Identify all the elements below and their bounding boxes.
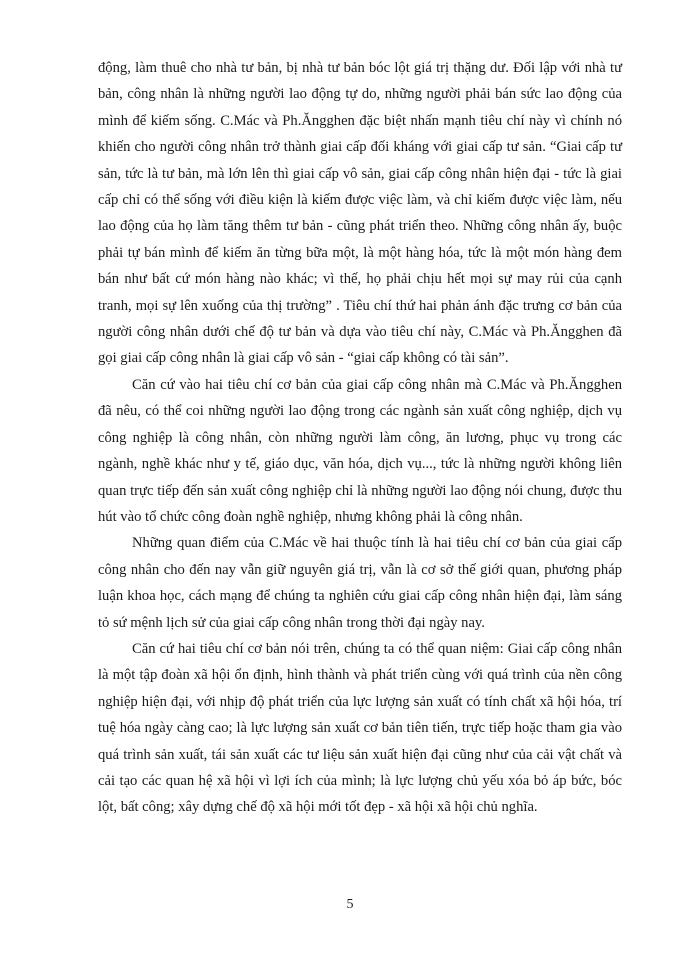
paragraph-2: Căn cứ vào hai tiêu chí cơ bản của giai cấp công nhân mà C.Mác và Ph.Ăngghen đã nêu, có thể coi những người lao động trong các ngành sản xuất công nghiệp, dịch vụ công nghiệp là công nhân, còn những người làm công, ăn lương, phục vụ trong các ngành, nghề khác như y tế, giáo dục, văn hóa, dịch vụ..., tức là những người không liên quan trực tiếp đến sản xuất công nghiệp chỉ là những người lao động nói chung, được thu hút vào tổ chức công đoàn nghề nghiệp, nhưng không phải là công nhân. <box>98 376 622 525</box>
paragraph-1: động, làm thuê cho nhà tư bản, bị nhà tư bản bóc lột giá trị thặng dư. Đối lập với nhà tư bản, công nhân là những người lao động tự do, những người phải bán sức lao động của mình để kiếm sống. C.Mác và Ph.Ăngghen đặc biệt nhấn mạnh tiêu chí này vì chính nó khiến cho người công nhân trở thành giai cấp đối kháng với giai cấp tư sản. “Giai cấp tư sản, tức là tư bản, mà lớn lên thì giai cấp vô sản, giai cấp công nhân hiện đại - tức là giai cấp chỉ có thể sống với điều kiện là kiếm được việc làm, và chỉ kiếm được việc làm, nếu lao động của họ làm tăng thêm tư bản - cũng phát triển theo. Những công nhân ấy, buộc phải tự bán mình để kiếm ăn từng bữa một, là một hàng hóa, tức là một món hàng đem bán như bất cứ món hàng nào khác; vì thế, họ phải chịu hết mọi sự may rủi của cạnh tranh, mọi sự lên xuống của thị trường” . Tiêu chí thứ hai phản ánh đặc trưng cơ bản của người công nhân dưới chế độ tư bản và dựa vào tiêu chí này, C.Mác và Ph.Ăngghen đã gọi giai cấp công nhân là giai cấp vô sản - “giai cấp không có tài sản”. <box>98 60 622 367</box>
body-text <box>98 55 622 821</box>
paragraph-4: Căn cứ hai tiêu chí cơ bản nói trên, chúng ta có thể quan niệm: Giai cấp công nhân là một tập đoàn xã hội ổn định, hình thành và phát triển cùng với quá trình của nền công nghiệp hiện đại, với nhịp độ phát triển của lực lượng sản xuất có tính chất xã hội hóa, trí tuệ hóa ngày càng cao; là lực lượng sản xuất cơ bản tiên tiến, trực tiếp hoặc tham gia vào quá trình sản xuất, tái sản xuất các tư liệu sản xuất hiện đại cũng như của cải vật chất và cải tạo các quan hệ xã hội vì lợi ích của mình; là lực lượng chủ yếu xóa bỏ áp bức, bóc lột, bất công; xây dựng chế độ xã hội mới tốt đẹp - xã hội xã hội chủ nghĩa. <box>98 640 622 816</box>
paragraph-3: Những quan điểm của C.Mác về hai thuộc tính là hai tiêu chí cơ bản của giai cấp công nhân cho đến nay vẫn giữ nguyên giá trị, vẫn là cơ sở thế giới quan, phương pháp luận khoa học, cách mạng để chúng ta nghiên cứu giai cấp công nhân hiện đại, làm sáng tỏ sứ mệnh lịch sử của giai cấp công nhân trong thời đại ngày nay. <box>98 535 622 631</box>
page-number: 5 <box>346 897 354 912</box>
